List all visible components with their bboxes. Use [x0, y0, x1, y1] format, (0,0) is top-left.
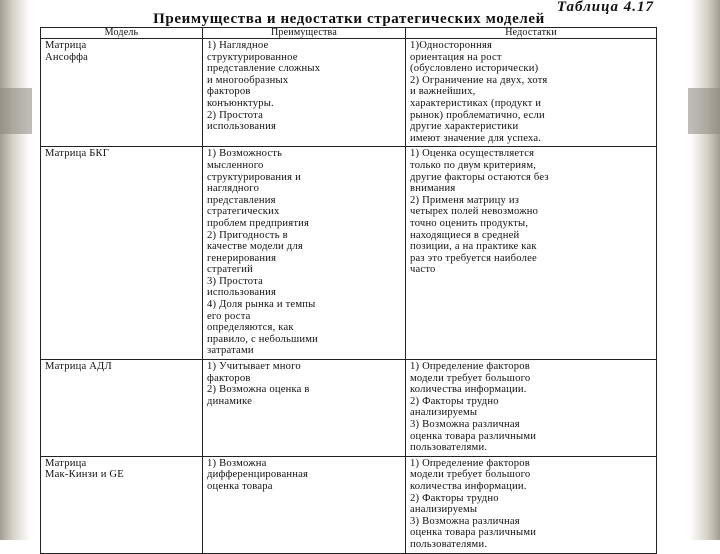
- cell-line: определяются, как: [207, 322, 294, 334]
- cell-line: стратегических: [207, 206, 280, 218]
- cell-line: 1) Определение факторов: [410, 457, 530, 469]
- cell-line: только по двум критериям,: [410, 159, 537, 171]
- cell-line: дифференцированная: [207, 469, 309, 481]
- cell-line: динамике: [207, 395, 252, 407]
- cell-line: и важнейших,: [410, 86, 476, 98]
- cell-line: 2) Факторы трудно: [410, 395, 499, 407]
- cell-line: (обусловлено исторически): [410, 63, 539, 75]
- cell-line: Матрица: [45, 457, 87, 469]
- cell-line: 1) Оценка осуществляется: [410, 148, 535, 160]
- table-row: [41, 456, 657, 553]
- header-disadvantages: Недостатки: [406, 28, 657, 39]
- cell-line: 3) Возможна различная: [410, 515, 520, 527]
- cell-line: четырех полей невозможно: [410, 206, 539, 218]
- cell-line: наглядного: [207, 183, 260, 195]
- cell-line: пользователями.: [410, 442, 488, 454]
- cell-line: количества информации.: [410, 384, 527, 396]
- cell-line: мысленного: [207, 159, 264, 171]
- cell-line: 2) Пригодность в: [207, 229, 288, 241]
- right-accent-band: [688, 88, 720, 134]
- table-row: [41, 39, 657, 147]
- cell-line: Матрица АДЛ: [45, 361, 112, 373]
- cell-line: точно оценить продукты,: [410, 217, 529, 229]
- left-margin-decoration: [0, 0, 30, 540]
- cell-line: и многообразных: [207, 74, 289, 86]
- cell-line: 1)Односторонняя: [410, 40, 493, 51]
- table-header-row: [41, 28, 657, 39]
- advantages-cell: [203, 39, 406, 147]
- document-page: [38, 0, 660, 550]
- cell-line: анализируемы: [410, 407, 478, 419]
- right-margin-decoration: [690, 0, 720, 540]
- model-cell: [41, 456, 203, 553]
- cell-line: его роста: [207, 310, 251, 322]
- table-title: Преимущества и недостатки стратегических моделей: [153, 11, 545, 27]
- cell-line: представления: [207, 194, 276, 206]
- header-model: Модель: [41, 28, 203, 39]
- advantages-cell: [203, 456, 406, 553]
- cell-line: стратегий: [207, 264, 254, 276]
- cell-line: 3) Простота: [207, 275, 263, 287]
- cell-line: 1) Наглядное: [207, 40, 269, 51]
- cell-line: правило, с небольшими: [207, 333, 319, 345]
- cell-line: 2) Ограничение на двух, хотя: [410, 74, 548, 86]
- cell-line: модели требует большого: [410, 372, 531, 384]
- cell-line: структурированное: [207, 51, 298, 63]
- cell-line: другие факторы остаются без: [410, 171, 549, 183]
- cell-line: 1) Учитывает много: [207, 361, 301, 373]
- cell-line: 1) Возможна: [207, 457, 267, 469]
- comparison-table: [40, 27, 657, 554]
- cell-line: использования: [207, 121, 277, 133]
- cell-line: имеют значение для успеха.: [410, 132, 542, 144]
- cell-line: оценка товара: [207, 480, 273, 492]
- cell-line: модели требует большого: [410, 469, 531, 481]
- cell-line: находящиеся в средней: [410, 229, 520, 241]
- cell-line: затратами: [207, 345, 254, 357]
- cell-line: генерирования: [207, 252, 277, 264]
- model-cell: [41, 147, 203, 360]
- cell-line: факторов: [207, 372, 251, 384]
- cell-line: 4) Доля рынка и темпы: [207, 299, 316, 311]
- cell-line: 2) Факторы трудно: [410, 492, 499, 504]
- cell-line: представление сложных: [207, 63, 321, 75]
- cell-line: Матрица: [45, 40, 87, 51]
- cell-line: факторов: [207, 86, 251, 98]
- disadvantages-cell: [406, 360, 657, 457]
- cell-line: Матрица БКГ: [45, 148, 110, 160]
- disadvantages-cell: [406, 147, 657, 360]
- cell-line: другие характеристики: [410, 121, 519, 133]
- advantages-cell: [203, 360, 406, 457]
- table-row: [41, 147, 657, 360]
- cell-line: количества информации.: [410, 480, 527, 492]
- cell-line: 1) Определение факторов: [410, 361, 530, 373]
- cell-line: оценка товара различными: [410, 527, 537, 539]
- cell-line: оценка товара различными: [410, 430, 537, 442]
- cell-line: качестве модели для: [207, 241, 303, 253]
- cell-line: Мак-Кинзи и GE: [45, 469, 124, 481]
- model-cell: [41, 360, 203, 457]
- cell-line: 2) Применя матрицу из: [410, 194, 520, 206]
- model-cell: [41, 39, 203, 147]
- cell-line: 1) Возможность: [207, 148, 283, 160]
- cell-line: проблем предприятия: [207, 217, 310, 229]
- cell-line: ориентация на рост: [410, 51, 502, 63]
- advantages-cell: [203, 147, 406, 360]
- left-accent-band: [0, 88, 32, 134]
- cell-line: часто: [410, 264, 436, 276]
- cell-line: позиции, а на практике как: [410, 241, 537, 253]
- disadvantages-cell: [406, 39, 657, 147]
- cell-line: раз это требуется наиболее: [410, 252, 537, 264]
- table-number: Таблица 4.17: [556, 0, 654, 15]
- cell-line: Ансоффа: [45, 51, 89, 63]
- cell-line: рынок) проблематично, если: [410, 109, 545, 121]
- cell-line: анализируемы: [410, 504, 478, 516]
- cell-line: структурирования и: [207, 171, 301, 183]
- cell-line: использования: [207, 287, 277, 299]
- cell-line: внимания: [410, 183, 456, 195]
- cell-line: 2) Возможна оценка в: [207, 384, 310, 396]
- cell-line: конъюнктуры.: [207, 97, 274, 109]
- table-row: [41, 360, 657, 457]
- cell-line: пользователями.: [410, 538, 488, 550]
- cell-line: 2) Простота: [207, 109, 263, 121]
- cell-line: характеристиках (продукт и: [410, 97, 542, 109]
- header-advantages: Преимущества: [203, 28, 406, 39]
- cell-line: 3) Возможна различная: [410, 419, 520, 430]
- disadvantages-cell: [406, 456, 657, 553]
